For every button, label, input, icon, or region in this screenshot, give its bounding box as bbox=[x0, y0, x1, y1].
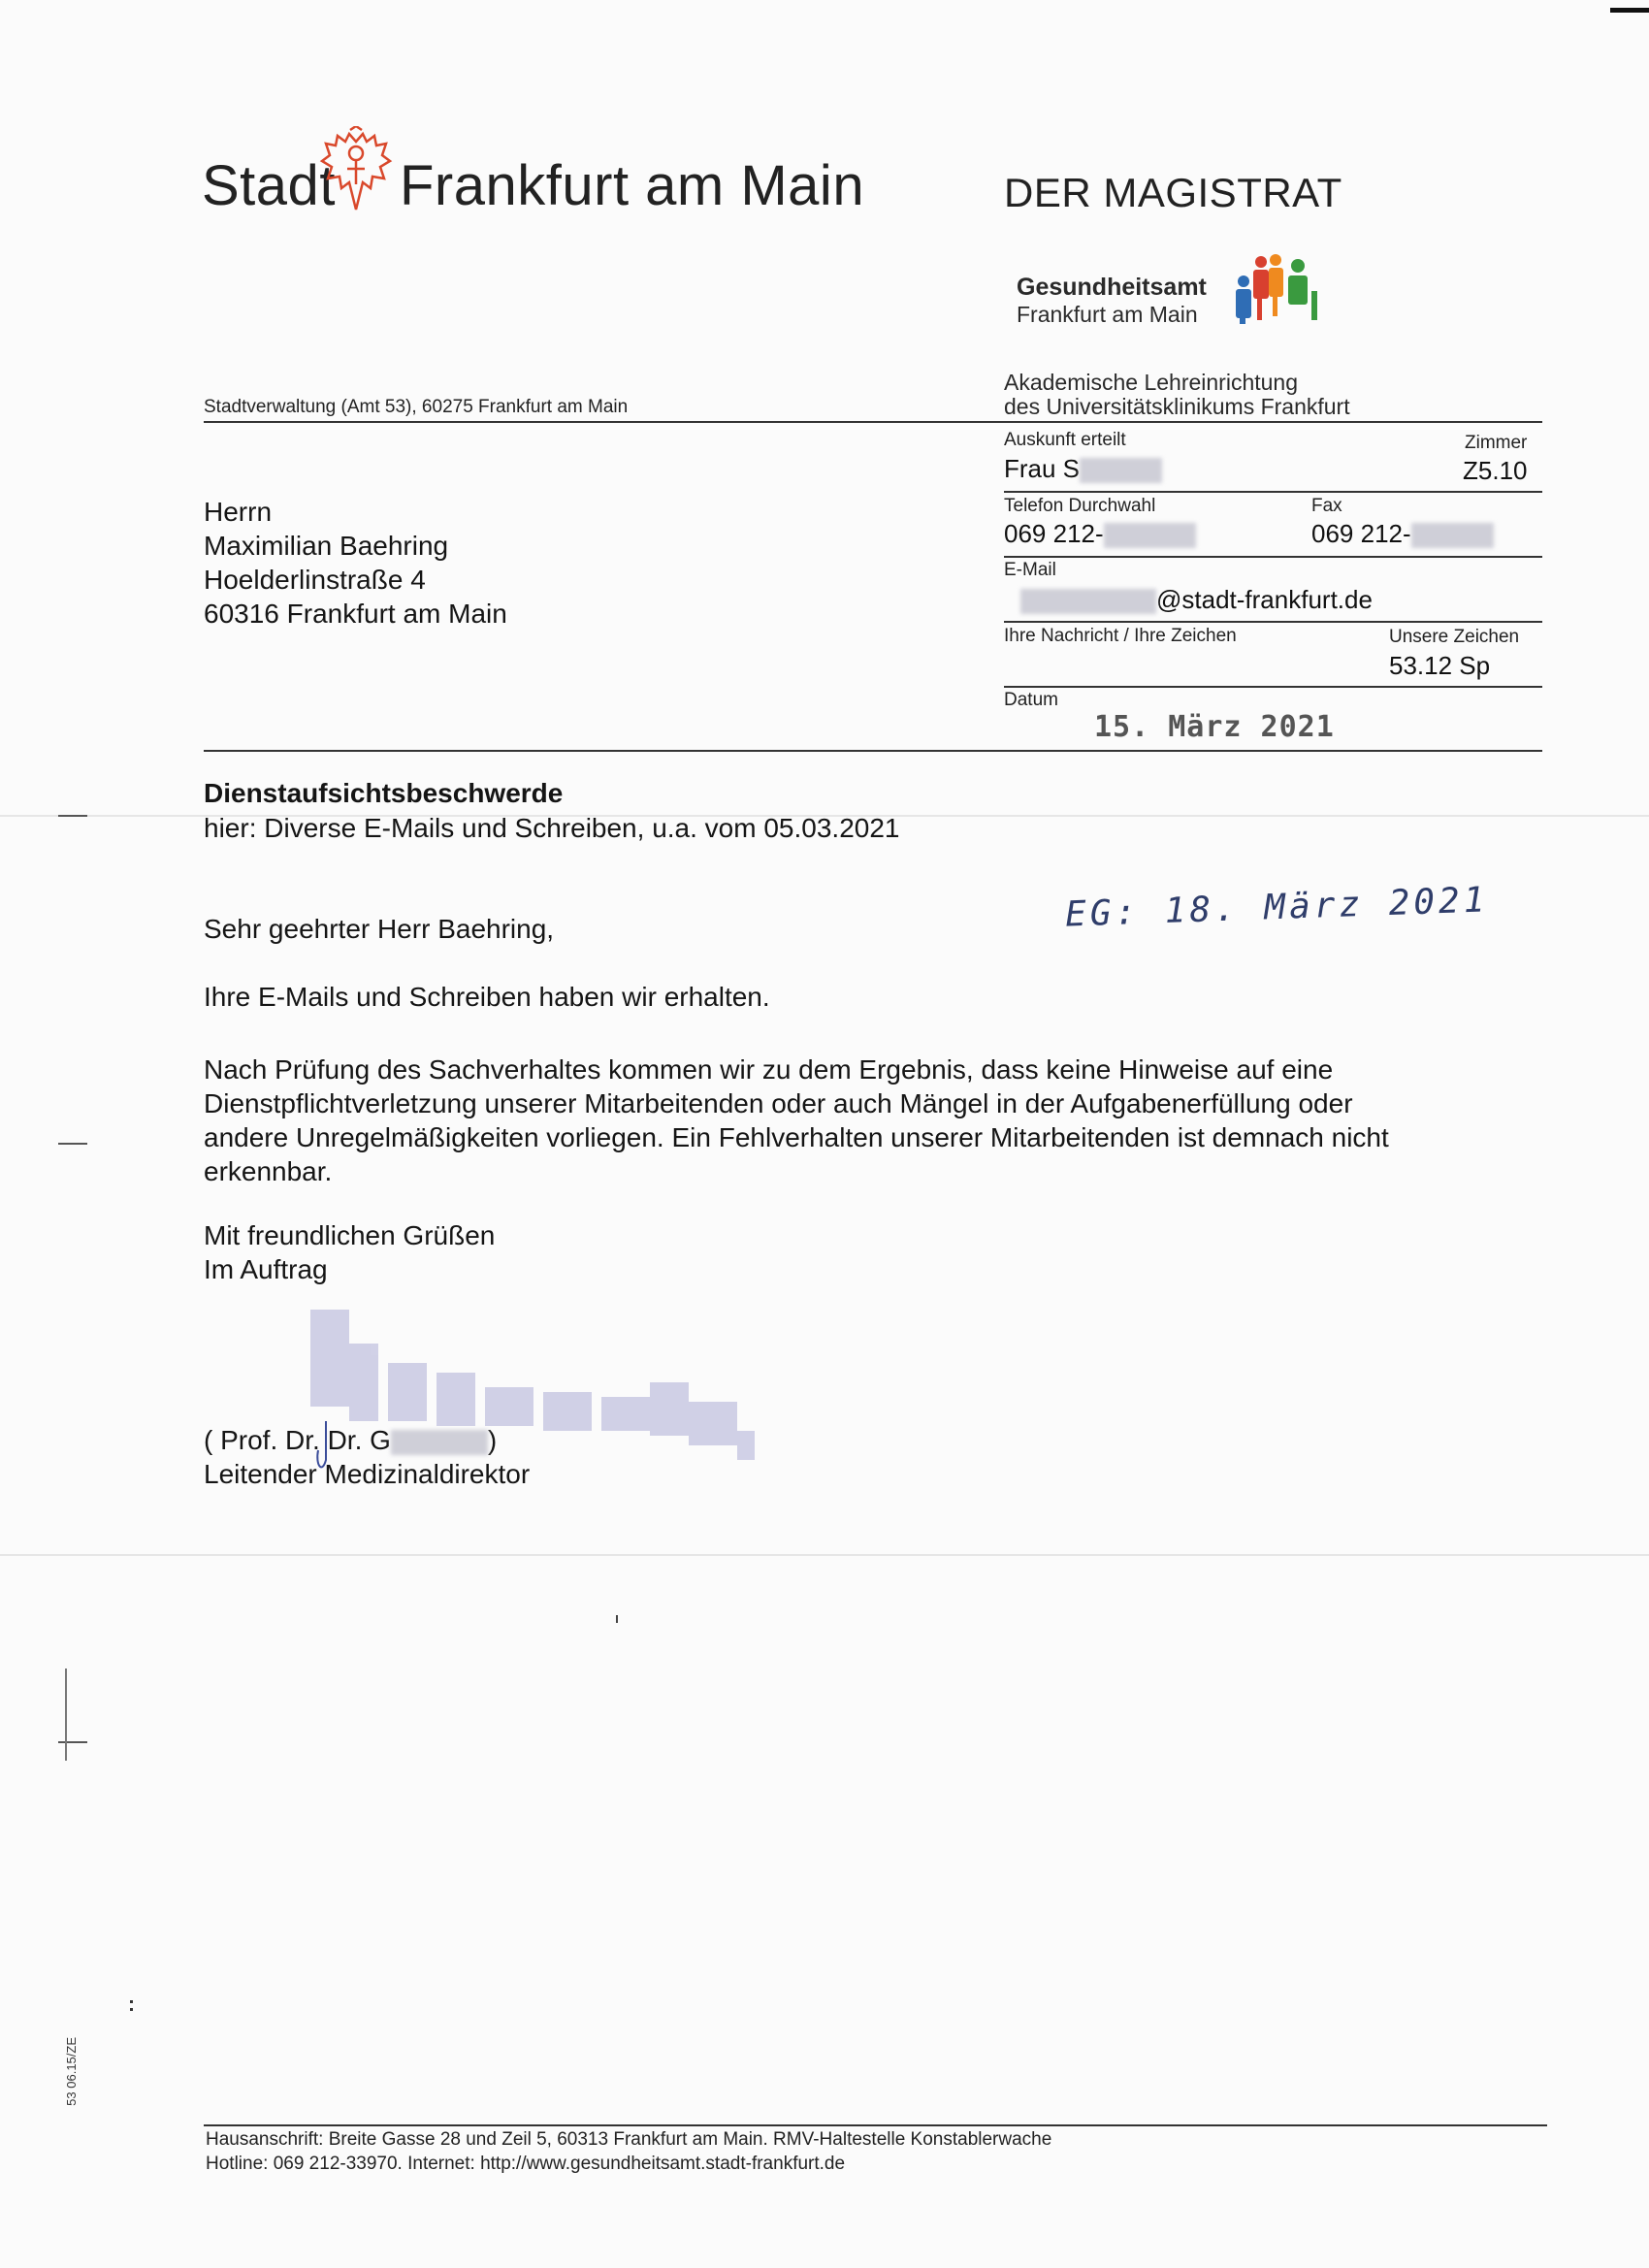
zimmer-value: Z5.10 bbox=[1463, 456, 1528, 485]
fax-label: Fax bbox=[1311, 496, 1342, 516]
margin-mark bbox=[65, 1669, 67, 1761]
info-rule bbox=[1004, 556, 1542, 558]
info-rule bbox=[1004, 491, 1542, 493]
date-stamp: 15. März 2021 bbox=[1094, 710, 1335, 744]
footer-rule bbox=[204, 2124, 1547, 2126]
email-value: @stadt-frankfurt.de bbox=[1020, 585, 1373, 615]
redaction bbox=[1080, 458, 1162, 483]
magistrat-title: DER MAGISTRAT bbox=[1004, 170, 1342, 215]
email-label: E-Mail bbox=[1004, 560, 1056, 580]
margin-mark bbox=[58, 1143, 87, 1145]
academic-note: Akademische Lehreinrichtung des Universitätsklinikums Frankfurt bbox=[1004, 370, 1350, 419]
signer-title: Leitender Medizinaldirektor bbox=[204, 1459, 531, 1489]
frankfurt-eagle-crest-icon bbox=[318, 126, 394, 215]
greeting: Sehr geehrter Herr Baehring, bbox=[204, 914, 555, 944]
scan-speck bbox=[616, 1615, 618, 1623]
header-rule bbox=[204, 421, 1542, 423]
form-code: 53 06.15/ZE bbox=[64, 2037, 79, 2106]
unsere-zeichen-value: 53.12 Sp bbox=[1389, 651, 1491, 680]
datum-label: Datum bbox=[1004, 690, 1058, 710]
letter-subject-detail: hier: Diverse E-Mails und Schreiben, u.a. vom 05.03.2021 bbox=[204, 813, 900, 843]
health-office-name: Gesundheitsamt Frankfurt am Main bbox=[1017, 274, 1207, 327]
redaction bbox=[1104, 523, 1196, 548]
paragraph-1: Ihre E-Mails und Schreiben haben wir erhalten. bbox=[204, 982, 770, 1012]
family-people-icon bbox=[1230, 252, 1327, 325]
handwritten-receipt-note: EG: 18. März 2021 bbox=[1064, 880, 1490, 935]
footer: Hausanschrift: Breite Gasse 28 und Zeil 5, 60313 Frankfurt am Main. RMV-Haltestelle Konstablerwache Hotline: 069 212-33970. Internet: http://www.gesundheitsamt.stadt-frankfurt.de bbox=[206, 2129, 1052, 2174]
fax-value: 069 212- bbox=[1311, 519, 1494, 549]
city-letterhead bbox=[202, 153, 336, 218]
subject-rule bbox=[204, 750, 1542, 752]
margin-mark bbox=[58, 815, 87, 817]
auskunft-value: Frau S bbox=[1004, 454, 1162, 484]
info-rule bbox=[1004, 621, 1542, 623]
sender-return-address: Stadtverwaltung (Amt 53), 60275 Frankfurt am Main bbox=[204, 397, 629, 417]
closing: Mit freundlichen Grüßen Im Auftrag bbox=[204, 1220, 496, 1284]
paper-fold bbox=[0, 1554, 1649, 1556]
scan-edge-mark bbox=[1610, 8, 1649, 13]
redaction bbox=[391, 1430, 488, 1455]
city-stadt: Stadt bbox=[202, 154, 336, 217]
scan-speck bbox=[130, 2008, 133, 2011]
redaction bbox=[1020, 589, 1156, 614]
telefon-value: 069 212- bbox=[1004, 519, 1196, 549]
info-rule bbox=[1004, 686, 1542, 688]
margin-mark bbox=[58, 1741, 87, 1743]
zimmer-label: Zimmer bbox=[1465, 433, 1528, 453]
scan-speck bbox=[130, 2000, 133, 2003]
redaction bbox=[1411, 523, 1494, 548]
recipient-address: Herrn Maximilian Baehring Hoelderlinstraße 4 60316 Frankfurt am Main bbox=[204, 497, 507, 629]
letter-subject: Dienstaufsichtsbeschwerde bbox=[204, 778, 564, 808]
telefon-label: Telefon Durchwahl bbox=[1004, 496, 1156, 516]
paragraph-2: Nach Prüfung des Sachverhaltes kommen wir zu dem Ergebnis, dass keine Hinweise auf eine Dienstpflichtverletzung unserer Mitarbeitenden oder auch Mängel in der Aufgabenerfüllung oder andere Unregelmäßigkeiten vorliegen. Ein Fehlverhalten unserer Mitarbeitenden ist demnach nicht erkennbar. bbox=[204, 1054, 1389, 1186]
auskunft-label: Auskunft erteilt bbox=[1004, 430, 1126, 450]
unsere-zeichen-label: Unsere Zeichen bbox=[1389, 627, 1520, 647]
ihre-zeichen-label: Ihre Nachricht / Ihre Zeichen bbox=[1004, 626, 1237, 646]
city-frankfurt: Frankfurt am Main bbox=[400, 154, 865, 217]
signer-name: ( Prof. Dr. Dr. G ) bbox=[204, 1425, 498, 1455]
